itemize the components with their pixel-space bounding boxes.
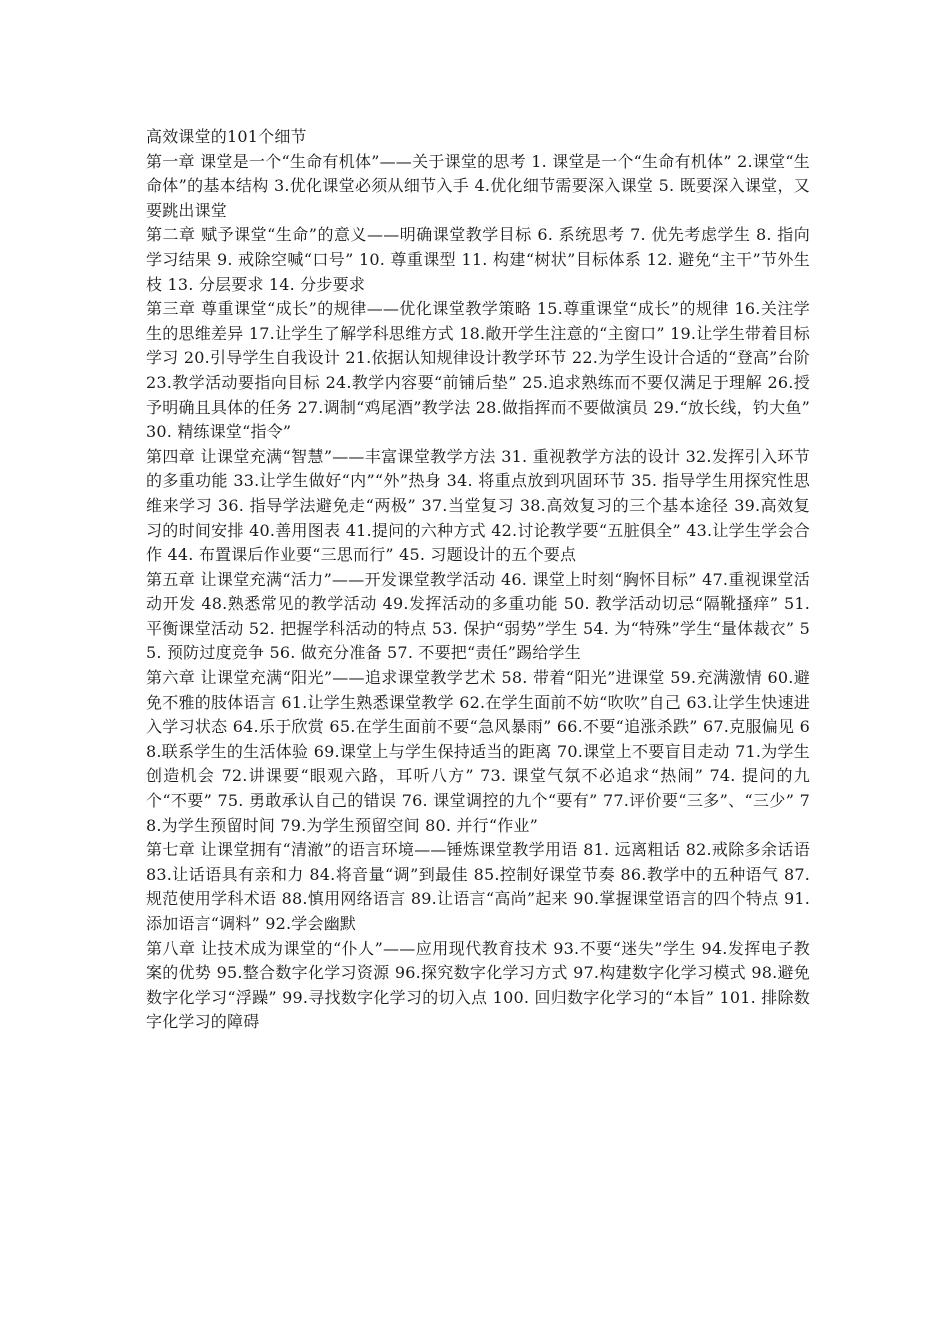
chapter-1-paragraph: 第一章 课堂是一个“生命有机体”——关于课堂的思考 1. 课堂是一个“生命有机体” 2.课堂“生命体”的基本结构 3.优化课堂必须从细节入手 4.优化细节需要深入课堂 5. 既要深入课堂，又要跳出课堂	[146, 151, 810, 220]
chapter-2-paragraph: 第二章 赋予课堂“生命”的意义——明确课堂教学目标 6. 系统思考 7. 优先考虑学生 8. 指向学习结果 9. 戒除空喊“口号” 10. 尊重课型 11. 构建“树状”目标体系 12. 避免“主干”节外生枝 13. 分层要求 14. 分步要求	[146, 225, 810, 294]
chapter-5-paragraph: 第五章 让课堂充满“活力”——开发课堂教学活动 46. 课堂上时刻“胸怀目标” 47.重视课堂活动开发 48.熟悉常见的教学活动 49.发挥活动的多重功能 50. 教学活动切忌“隔靴搔痒” 51. 平衡课堂活动 52. 把握学科活动的特点 53. 保护“弱势”学生 54. 为“特殊”学生“量体裁衣” 55. 预防过度竞争 56. 做充分准备 57. 不要把“责任”踢给学生	[146, 569, 810, 663]
document-title: 高效课堂的101个细节	[146, 127, 307, 146]
chapter-7-paragraph: 第七章 让课堂拥有“清澈”的语言环境——锤炼课堂教学用语 81. 远离粗话 82.戒除多余话语 83.让话语具有亲和力 84.将音量“调”到最佳 85.控制好课堂节奏 86.教学中的五种语气 87.规范使用学科术语 88.慎用网络语言 89.让语言“高尚”起来 90.掌握课堂语言的四个特点 91.添加语言“调料” 92.学会幽默	[146, 840, 810, 933]
chapter-4-paragraph: 第四章 让课堂充满“智慧”——丰富课堂教学方法 31. 重视教学方法的设计 32.发挥引入环节的多重功能 33.让学生做好“内”“外”热身 34. 将重点放到巩固环节 35. 指导学生用探究性思维来学习 36. 指导学法避免走“两极” 37.当堂复习 38.高效复习的三个基本途径 39.高效复习的时间安排 40.善用图表 41.提问的六种方式 42.讨论教学要“五脏俱全” 43.让学生学会合作 44. 布置课后作业要“三思而行” 45. 习题设计的五个要点	[146, 446, 810, 565]
document-page	[146, 125, 810, 1035]
chapter-8-paragraph: 第八章 让技术成为课堂的“仆人”——应用现代教育技术 93.不要“迷失”学生 94.发挥电子教案的优势 95.整合数字化学习资源 96.探究数字化学习方式 97.构建数字化学习模式 98.避免数字化学习“浮躁” 99.寻找数字化学习的切入点 100. 回归数字化学习的“本旨” 101. 排除数字化学习的障碍	[146, 938, 810, 1032]
chapter-3-paragraph: 第三章 尊重课堂“成长”的规律——优化课堂教学策略 15.尊重课堂“成长”的规律 16.关注学生的思维差异 17.让学生了解学科思维方式 18.敞开学生注意的“主窗口” 19.让学生带着目标学习 20.引导学生自我设计 21.依据认知规律设计教学环节 22.为学生设计合适的“登高”台阶 23.教学活动要指向目标 24.教学内容要“前铺后垫” 25.追求熟练而不要仅满足于理解 26.授予明确且具体的任务 27.调制“鸡尾酒”教学法 28.做指挥而不要做演员 29.“放长线，钓大鱼” 30. 精练课堂“指令”	[146, 299, 810, 442]
chapter-6-paragraph: 第六章 让课堂充满“阳光”——追求课堂教学艺术 58. 带着“阳光”进课堂 59.充满激情 60.避免不雅的肢体语言 61.让学生熟悉课堂教学 62.在学生面前不妨“吹吹”自己 63.让学生快速进入学习状态 64.乐于欣赏 65.在学生面前不要“急风暴雨” 66.不要“追涨杀跌” 67.克服偏见 68.联系学生的生活体验 69.课堂上与学生保持适当的距离 70.课堂上不要盲目走动 71.为学生创造机会 72.讲课要“眼观六路，耳听八方” 73. 课堂气氛不必追求“热闹” 74. 提问的九个“不要” 75. 勇敢承认自己的错误 76. 课堂调控的九个“要有” 77.评价要“三多”、“三少” 78.为学生预留时间 79.为学生预留空间 80. 并行“作业”	[146, 668, 810, 835]
